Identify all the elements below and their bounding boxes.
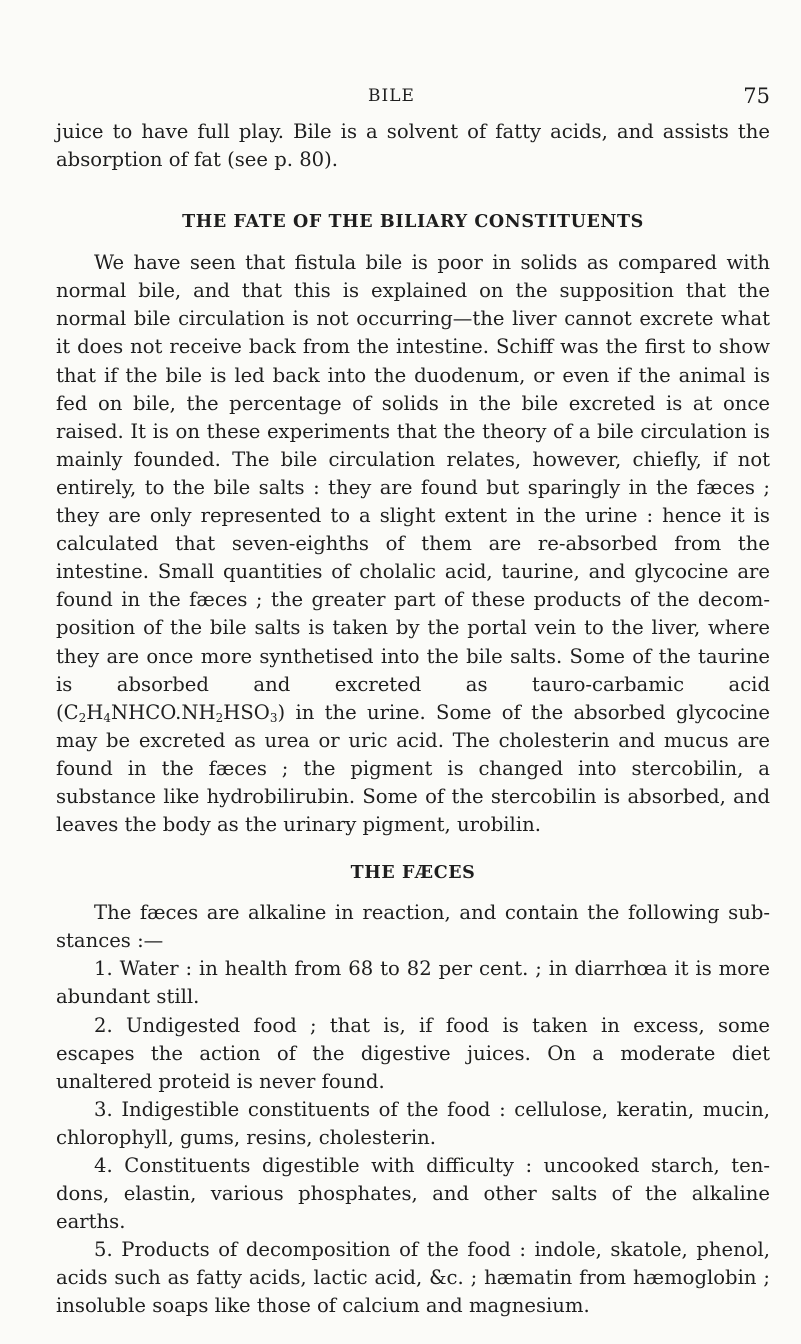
- page-number: 75: [743, 84, 770, 108]
- page-body: [56, 118, 770, 1321]
- running-head: [56, 86, 770, 112]
- list-item: 4. Constituents digestible with difficulty : uncooked starch, ten-dons, elastin, various phosphates, and other salts of the alkaline earths.: [56, 1154, 770, 1234]
- intro-paragraph: juice to have full play. Bile is a solvent of fatty acids, and assists the absorption of fat (see p. 80).: [56, 120, 770, 172]
- section-heading-biliary: THE FATE OF THE BILIARY CONSTITUENTS: [182, 212, 644, 233]
- paragraph-biliary-constituents: [56, 249, 770, 839]
- chemical-formula: $C_2H_4NHCO.NH_2HSO_3$: [63, 700, 278, 725]
- list-item: 5. Products of decomposition of the food : indole, skatole, phenol, acids such as fatty acids, lactic acid, &c. ; hæmatin from hæmoglobin ; insoluble soaps like those of calcium and magnesium.: [56, 1238, 770, 1318]
- paragraph-text-b: ) in the urine. Some of the absorbed glycocine may be excreted as urea or uric acid. The cholesterin and mucus are found in the fæces ; the pigment is changed into stercobilin, a substance like hydrobilirubin. Some of the stercobilin is absorbed, and leaves the body as the urinary pigment, urobilin.: [56, 700, 770, 837]
- paragraph-text-a: We have seen that fistula bile is poor in solids as compared with normal bile, and that this is explained on the supposition that the normal bile circulation is not occurring—the liver cannot excrete what it does not receive back from the intestine. Schiff was the first to show that if the bile is led back into the duodenum, or even if the animal is fed on bile, the percentage of solids in the bile excreted is at once raised. It is on these experiments that the theory of a bile circulation is mainly founded. The bile circulation relates, however, chiefly, if not entirely, to the bile salts : they are found but sparingly in the fæces ; they are only represented to a slight extent in the urine : hence it is calculated that seven-eighths of them are re-absorbed from the intestine. Small quantities of cholalic acid, taurine, and glycocine are found in the fæces ; the greater part of these products of the decom-position of the bile salts is taken by the portal vein to the liver, where they are once more synthetised into the bile salts. Some of the taurine is absorbed and excreted as tauro-carbamic acid (: [56, 251, 770, 724]
- section-heading-faeces: THE FÆCES: [350, 863, 476, 884]
- running-title: BILE: [368, 86, 415, 106]
- list-item: 2. Undigested food ; that is, if food is taken in excess, some escapes the action of the digestive juices. On a moderate diet unaltered proteid is never found.: [56, 1013, 770, 1093]
- list-item: 1. Water : in health from 68 to 82 per cent. ; in diarrhœa it is more abundant still.: [56, 957, 770, 1009]
- list-item: 3. Indigestible constituents of the food : cellulose, keratin, mucin, chlorophyll, gums, resins, cholesterin.: [56, 1097, 770, 1149]
- faeces-intro: The fæces are alkaline in reaction, and contain the following sub-stances :—: [56, 901, 770, 953]
